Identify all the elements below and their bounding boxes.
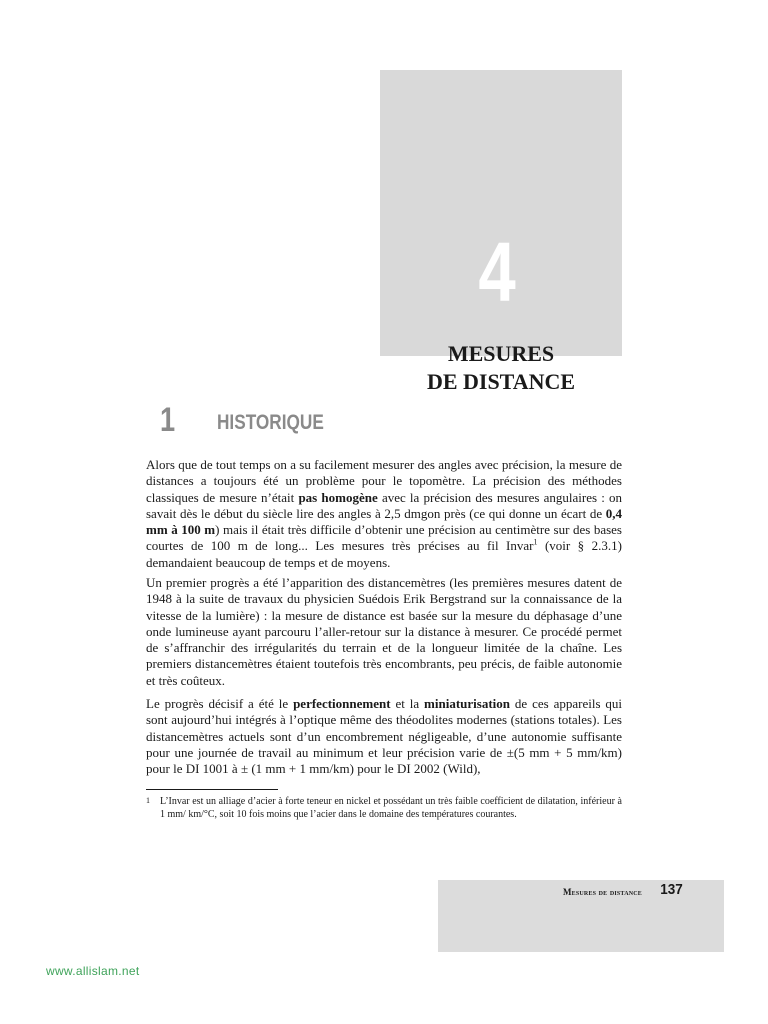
paragraph-3-text-a: Le progrès décisif a été le (146, 696, 294, 711)
paragraph-1-bold-a: pas homogène (298, 489, 378, 505)
chapter-title-line-2: DE DISTANCE (426, 369, 576, 394)
chapter-title-line-1: MESURES (447, 341, 555, 366)
footnote-divider (146, 789, 278, 790)
paragraph-1-text-a: Alors que de tout temps on a su facilement mesurer des angles avec précision, la mesure de distances a toujours été un problème pour le topomètre. La précision des méthodes classiques de mesure n’était (146, 457, 622, 505)
paragraph-3-bold-a: perfectionnement (293, 696, 391, 711)
footnote-text: L’Invar est un alliage d’acier à forte teneur en nickel et possédant un très faible coefficient de dilatation, inférieur à 1 mm/ km/°C, soit 10 fois moins que l’acier dans le domaine des températures courantes. (160, 796, 622, 820)
paragraph-3 (146, 696, 622, 777)
paragraph-1-bold-b: 0,4 mm à 100 m (146, 505, 622, 538)
chapter-header-box (380, 70, 622, 394)
paragraph-1-text-c: ) mais il était très difficile d’obtenir une précision au centimètre sur des bases courtes de 100 m de long... Les mesures très précises au fil Invar (146, 522, 622, 554)
section-number: 1 (160, 401, 176, 439)
paragraph-1 (146, 457, 622, 571)
paragraph-3-bold-b: miniaturisation (424, 696, 510, 711)
chapter-number: 4 (478, 225, 516, 319)
page-number: 137 (660, 881, 683, 898)
paragraph-1-text-d: (voir § 2.3.1) demandaient beaucoup de temps et de moyens. (146, 538, 622, 570)
running-head: Mesures de distance (562, 887, 642, 897)
footnote-reference: 1 (533, 538, 538, 548)
footnote-mark: 1 (146, 796, 150, 805)
section-title: HISTORIQUE (217, 411, 324, 434)
paragraph-2: Un premier progrès a été l’apparition des distancemètres (les premières mesures datent de 1948 à la suite de travaux du physicien Suédois Erik Bergstrand sur la connaissance de la vitesse de la lumière) : la mesure de distance est basée sur la mesure du déphasage d’une onde lumineuse ayant parcouru l’aller-retour sur la distance à mesurer. Ce procédé permet de s’affranchir des irrégularités du terrain et de la longueur limitée de la chaîne. Les premiers distancemètres étaient toutefois très encombrants, peu précis, de faible autonomie et très coûteux. (146, 575, 622, 688)
watermark-link[interactable]: www.allislam.net (46, 964, 140, 978)
chapter-title (380, 340, 622, 396)
footnote (146, 796, 622, 821)
paragraph-3-text-b: et la (390, 696, 425, 711)
page-footer-box (438, 880, 724, 952)
paragraph-3-text-c: de ces appareils qui sont aujourd’hui intégrés à l’optique même des théodolites modernes (stations totales). Les distancemètres actuels sont d’un encombrement négligeable, d’une autonomie suffisante pour une journée de travail au minimum et leur précision varie de ±(5 mm + 5 mm/km) pour le DI 1001 à ± (1 mm + 1 mm/km) pour le DI 2002 (Wild), (146, 696, 623, 777)
paragraph-1-text-b: avec la précision des mesures angulaires : on savait dès le début du siècle lire des angles à 2,5 dmgon près (ce qui donne un écart de (146, 489, 623, 521)
